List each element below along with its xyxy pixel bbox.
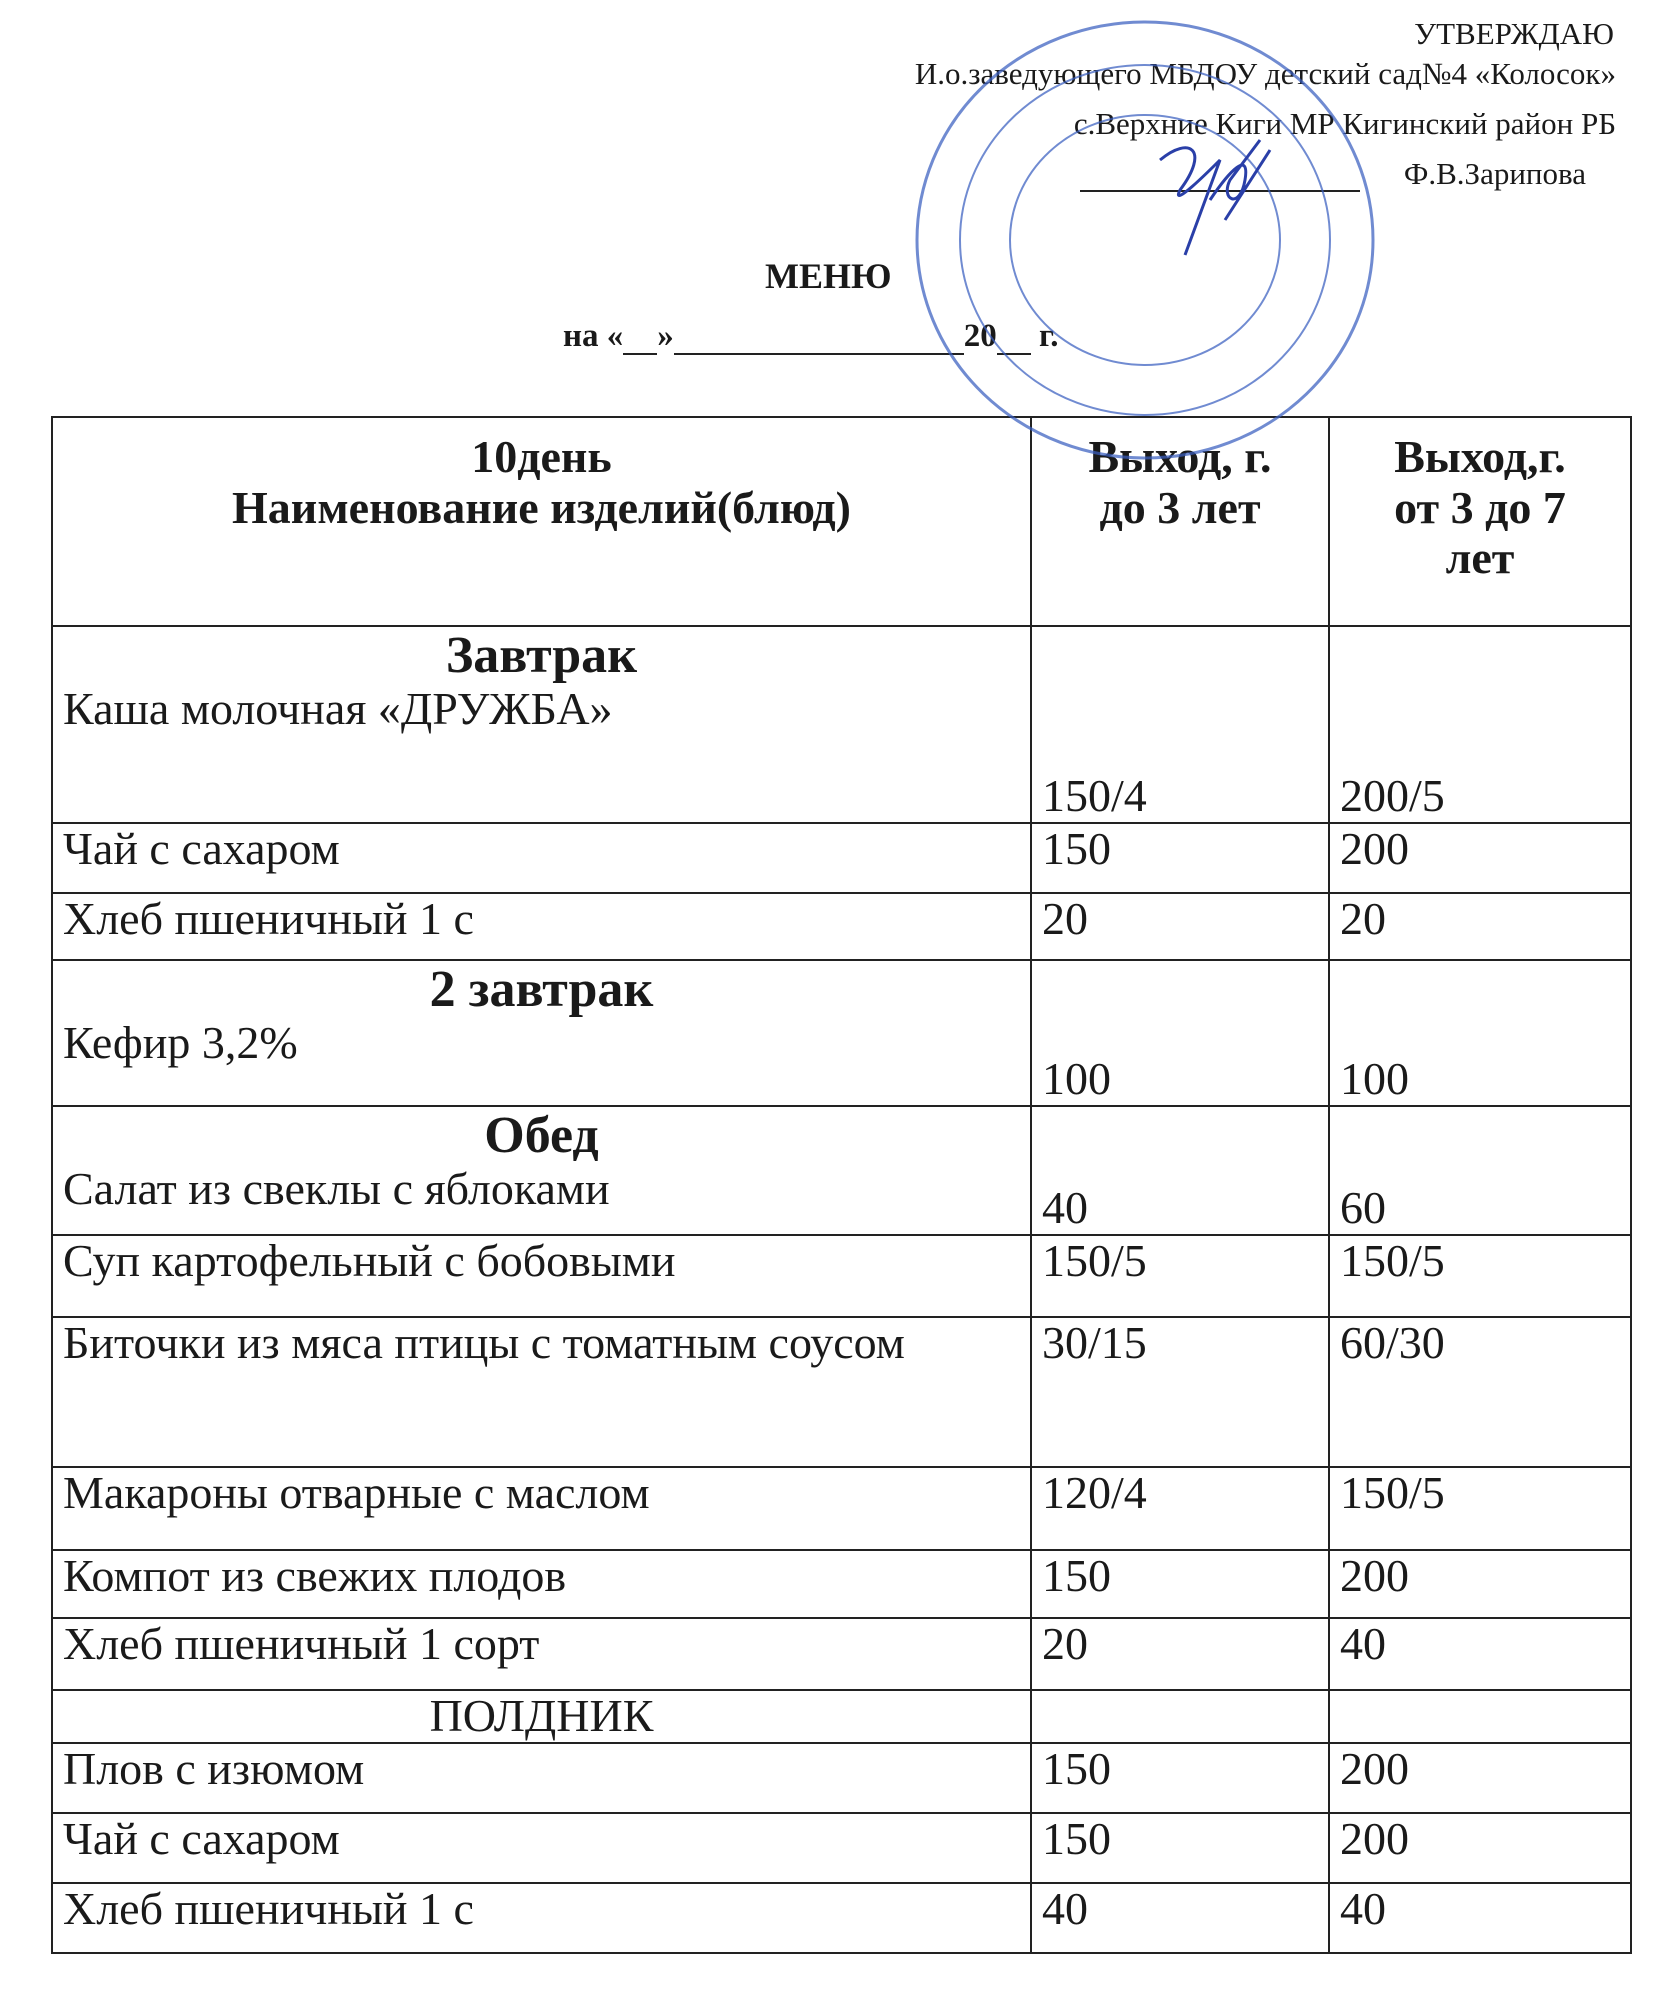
yield-under3-cell	[1031, 960, 1329, 1106]
yield-under3: 150	[1042, 823, 1111, 874]
yield-under3-cell	[1031, 1813, 1329, 1883]
yield-under3: 40	[1042, 1882, 1088, 1934]
date-year: 20	[963, 318, 997, 354]
approver-name: Ф.В.Зарипова	[1403, 156, 1586, 191]
yield-under3: 150	[1042, 1550, 1111, 1601]
dish-cell	[52, 1743, 1031, 1813]
header-col2-l1: Выход, г.	[1088, 431, 1272, 482]
table-row	[52, 1467, 1631, 1550]
dish-cell	[52, 1106, 1031, 1235]
month-blank	[674, 353, 964, 355]
yield-under3-cell	[1031, 626, 1329, 823]
yield-3to7-cell	[1329, 1235, 1631, 1317]
yield-3to7: 150/5	[1340, 1235, 1445, 1286]
yield-under3: 150	[1042, 1742, 1111, 1794]
dish-cell	[52, 1317, 1031, 1467]
yield-3to7: 20	[1340, 893, 1386, 944]
approve-heading: УТВЕРЖДАЮ	[1414, 16, 1614, 51]
approver-location: с.Верхние Киги МР Кигинский район РБ	[1073, 106, 1616, 141]
table-row	[52, 823, 1631, 893]
header-dish-name: Наименование изделий(блюд)	[232, 481, 851, 533]
dish-cell	[52, 1550, 1031, 1618]
yield-3to7: 200	[1340, 1550, 1409, 1601]
dish-name: Макароны отварные с маслом	[63, 1467, 650, 1518]
yield-3to7: 200	[1340, 823, 1409, 874]
yield-3to7-cell	[1329, 1467, 1631, 1550]
header-day: 10день	[471, 431, 612, 482]
yield-under3: 20	[1042, 893, 1088, 944]
yield-under3-cell	[1031, 1106, 1329, 1235]
yield-under3: 100	[1042, 1053, 1111, 1105]
date-mid: »	[657, 318, 674, 354]
yield-under3-cell	[1031, 1467, 1329, 1550]
dish-name: Плов с изюмом	[63, 1742, 365, 1794]
yield-under3: 40	[1042, 1182, 1088, 1234]
dish-cell	[52, 1618, 1031, 1690]
dish-cell	[52, 893, 1031, 960]
dish-name: Каша молочная «ДРУЖБА»	[63, 683, 613, 735]
yield-3to7-cell	[1329, 1813, 1631, 1883]
dish-cell	[52, 626, 1031, 823]
yield-under3: 20	[1042, 1618, 1088, 1669]
yield-under3-cell	[1031, 823, 1329, 893]
dish-name: Хлеб пшеничный 1 с	[63, 893, 474, 944]
dish-name: Чай с сахаром	[63, 823, 340, 874]
yield-under3-cell	[1031, 1743, 1329, 1813]
yield-3to7-cell	[1329, 1618, 1631, 1690]
header-col3-l3: лет	[1445, 532, 1515, 584]
table-row	[52, 1235, 1631, 1317]
day-blank	[623, 353, 657, 355]
yield-under3-cell	[1031, 1618, 1329, 1690]
yield-under3: 150	[1042, 1812, 1111, 1864]
table-row	[52, 960, 1631, 1106]
dish-cell	[52, 1467, 1031, 1550]
table-row	[52, 1813, 1631, 1883]
dish-name: Суп картофельный с бобовыми	[63, 1235, 676, 1286]
table-row	[52, 626, 1631, 823]
yield-3to7: 60/30	[1340, 1317, 1445, 1368]
yield-3to7-cell	[1329, 626, 1631, 823]
yield-under3-cell	[1031, 1550, 1329, 1618]
yield-3to7: 200	[1340, 1742, 1409, 1794]
date-prefix: на «	[563, 318, 624, 354]
approver-position: И.о.заведующего МБДОУ детский сад№4 «Колосок»	[914, 56, 1616, 91]
header-col2-l2: до 3 лет	[1099, 481, 1261, 533]
table-row	[52, 1550, 1631, 1618]
yield-3to7-cell	[1329, 1317, 1631, 1467]
header-col3-l1: Выход,г.	[1394, 431, 1566, 482]
dish-name: Биточки из мяса птицы с томатным соусом	[63, 1317, 905, 1368]
yield-3to7-cell	[1329, 1106, 1631, 1235]
dish-cell	[52, 823, 1031, 893]
table-row	[52, 1618, 1631, 1690]
yield-under3: 150/5	[1042, 1235, 1147, 1286]
table-row	[52, 1106, 1631, 1235]
yield-under3-cell	[1031, 1883, 1329, 1953]
yield-3to7-cell	[1329, 893, 1631, 960]
dish-cell	[52, 1690, 1031, 1743]
table-row	[52, 893, 1631, 960]
yield-3to7: 200	[1340, 1812, 1409, 1864]
dish-name: Салат из свеклы с яблоками	[63, 1163, 610, 1215]
yield-3to7-cell	[1329, 1690, 1631, 1743]
table-row	[52, 1317, 1631, 1467]
dish-name: Хлеб пшеничный 1 сорт	[63, 1618, 540, 1669]
yield-under3-cell	[1031, 1235, 1329, 1317]
yield-under3-cell	[1031, 1317, 1329, 1467]
dish-cell	[52, 960, 1031, 1106]
menu-table	[51, 416, 1632, 1954]
yield-3to7: 40	[1340, 1882, 1386, 1934]
dish-name: Чай с сахаром	[63, 1812, 340, 1864]
table-row	[52, 1883, 1631, 1953]
yield-3to7: 40	[1340, 1618, 1386, 1669]
yield-3to7-cell	[1329, 1550, 1631, 1618]
dish-name: Кефир 3,2%	[63, 1017, 298, 1069]
yield-under3: 120/4	[1042, 1467, 1147, 1518]
section-heading: ПОЛДНИК	[429, 1690, 654, 1741]
header-name	[52, 417, 1031, 626]
section-heading: 2 завтрак	[429, 961, 654, 1018]
year-blank	[997, 353, 1031, 355]
yield-under3-cell	[1031, 1690, 1329, 1743]
yield-3to7: 200/5	[1340, 770, 1445, 822]
date-suffix: г.	[1030, 318, 1059, 354]
dish-name: Компот из свежих плодов	[63, 1550, 567, 1601]
yield-3to7-cell	[1329, 823, 1631, 893]
yield-3to7: 60	[1340, 1182, 1386, 1234]
header-col2	[1031, 417, 1329, 626]
header-row	[52, 417, 1631, 626]
table-row	[52, 1690, 1631, 1743]
header-col3-l2: от 3 до 7	[1394, 481, 1566, 533]
dish-cell	[52, 1813, 1031, 1883]
section-heading: Обед	[484, 1107, 599, 1164]
yield-3to7-cell	[1329, 1743, 1631, 1813]
header-col3	[1329, 417, 1631, 626]
page-title: МЕНЮ	[765, 256, 892, 296]
dish-cell	[52, 1883, 1031, 1953]
yield-3to7: 150/5	[1340, 1467, 1445, 1518]
yield-3to7-cell	[1329, 1883, 1631, 1953]
yield-3to7-cell	[1329, 960, 1631, 1106]
section-heading: Завтрак	[445, 627, 638, 684]
dish-name: Хлеб пшеничный 1 с	[63, 1882, 474, 1934]
yield-under3: 30/15	[1042, 1317, 1147, 1368]
date-line	[563, 318, 1059, 355]
table-row	[52, 1743, 1631, 1813]
yield-3to7: 100	[1340, 1053, 1409, 1105]
signature	[1150, 130, 1280, 270]
yield-under3: 150/4	[1042, 770, 1147, 822]
dish-cell	[52, 1235, 1031, 1317]
yield-under3-cell	[1031, 893, 1329, 960]
